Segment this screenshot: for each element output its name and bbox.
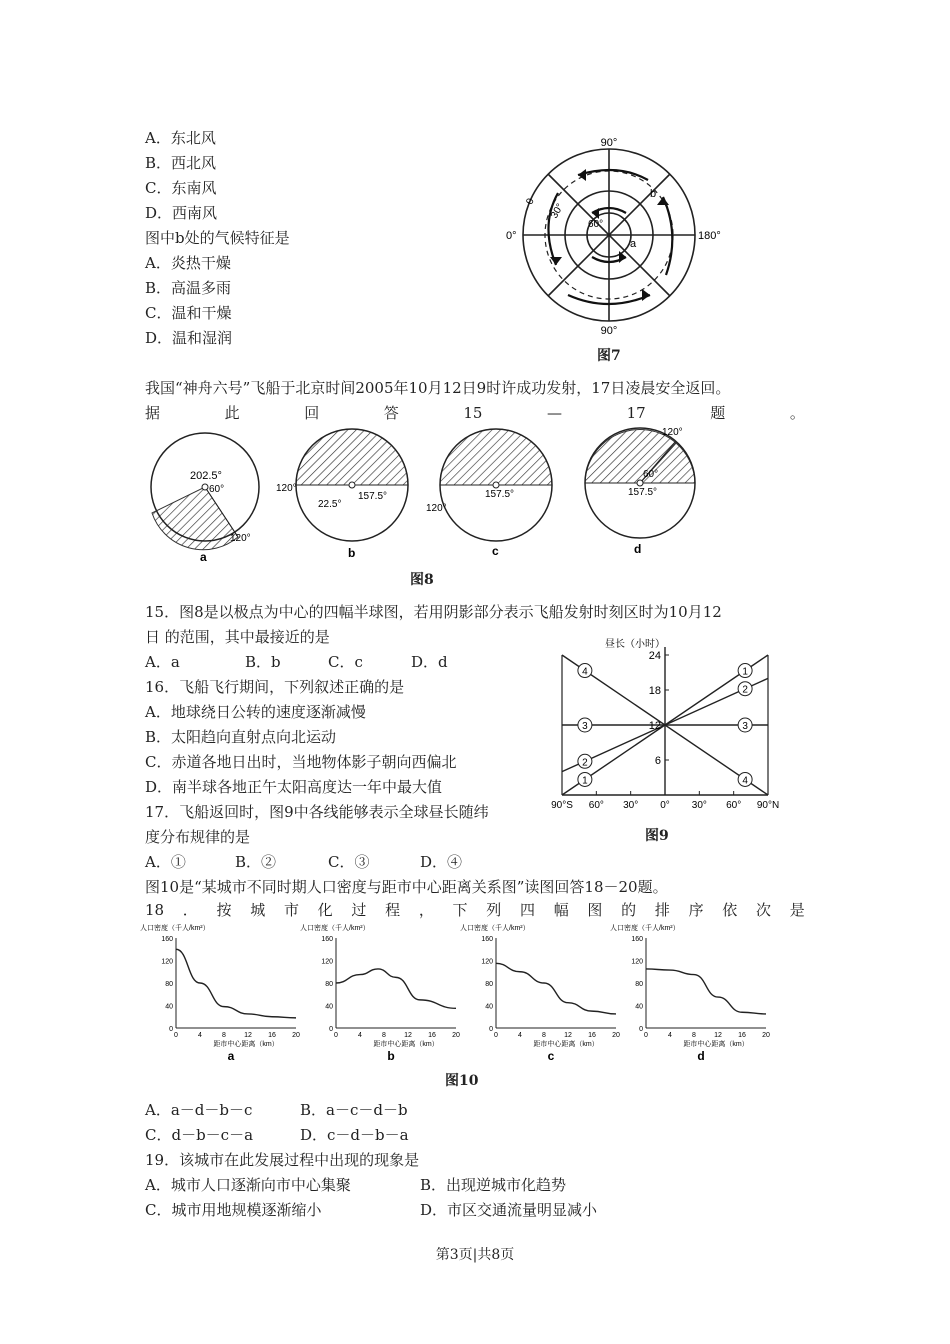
- q18-word: 列: [486, 901, 502, 919]
- q18-word: 的: [621, 901, 637, 919]
- climate-question-stem: 图中b处的气候特征是: [145, 229, 290, 247]
- fig10-ytick: 0: [169, 1026, 173, 1033]
- fig9-ytick-18: 18: [648, 685, 661, 697]
- fig8-caption: 图8: [410, 572, 434, 588]
- fig9-xtick: 0°: [660, 800, 670, 810]
- figure-10: [140, 922, 790, 1062]
- q18-word: 化: [317, 901, 333, 919]
- fig10-xtick: 16: [738, 1032, 746, 1039]
- fig10-xtick: 16: [268, 1032, 276, 1039]
- fig10-curve: [496, 963, 616, 1014]
- q18-word: 按: [216, 901, 232, 919]
- intro-word: 15: [463, 404, 483, 422]
- figure-9-chart: [540, 635, 800, 810]
- fig10-xtick: 12: [564, 1032, 572, 1039]
- wind-option-b: B．西北风: [145, 154, 217, 172]
- q15-option-b: B．b: [245, 653, 281, 671]
- q17-option-a: A．①: [145, 853, 186, 871]
- fig10-ylabel: 人口密度（千人/km²）: [460, 925, 530, 932]
- fig9-xtick: 60°: [726, 800, 742, 810]
- fig8-a-angle-1: 202.5°: [190, 470, 222, 482]
- fig10-ylabel: 人口密度（千人/km²）: [610, 925, 680, 932]
- fig7-label-60: 60°: [588, 219, 604, 230]
- q18-word: 市: [283, 901, 299, 919]
- q17-option-c: C．③: [328, 853, 370, 871]
- fig7-label-30: 30°: [549, 201, 567, 221]
- fig8-label-d: d: [634, 542, 642, 556]
- fig7-label-0-inner: 0: [524, 197, 537, 207]
- q18-word: 序: [688, 901, 704, 919]
- fig10-xtick: 8: [222, 1032, 226, 1039]
- q18-word: 过: [351, 901, 367, 919]
- fig10-xtick: 12: [244, 1032, 252, 1039]
- fig9-ytick-24: 24: [648, 650, 661, 662]
- fig10-ytick: 40: [485, 1003, 493, 1011]
- fig8-a-angle-2: 60°: [209, 484, 225, 495]
- q16-option-c: C．赤道各地日出时，当地物体影子朝向西偏北: [145, 753, 457, 771]
- fig8-c-angle-1: 157.5°: [485, 489, 515, 500]
- intro-word: —: [547, 404, 563, 422]
- fig8-label-c: c: [492, 544, 499, 558]
- fig10-ytick: 0: [639, 1026, 643, 1033]
- q19-option-b: B．出现逆城市化趋势: [420, 1176, 567, 1194]
- fig9-xtick: 30°: [691, 800, 707, 810]
- fig9-caption: 图9: [645, 828, 669, 844]
- fig10-xtick: 20: [762, 1032, 770, 1039]
- fig10-label: b: [387, 1049, 395, 1062]
- q16-option-b: B．太阳趋向直射点向北运动: [145, 728, 337, 746]
- fig9-xtick: 90°S: [551, 800, 573, 810]
- fig10-xlabel: 距市中心距离（km）: [213, 1041, 279, 1048]
- fig9-ytick-6: 6: [654, 755, 661, 767]
- q18-word: 排: [654, 901, 670, 919]
- q18-word: 程: [385, 901, 401, 919]
- fig10-xtick: 4: [668, 1032, 672, 1039]
- fig10-xlabel: 距市中心距离（km）: [533, 1041, 599, 1048]
- intro-15-17-line2: [145, 403, 805, 423]
- fig10-xtick: 8: [692, 1032, 696, 1039]
- fig10-xtick: 0: [494, 1032, 498, 1039]
- q18-word: 依: [722, 901, 738, 919]
- fig10-panel-b: [300, 923, 460, 1062]
- climate-option-a: A．炎热干燥: [145, 254, 231, 272]
- q18-word: 四: [519, 901, 535, 919]
- figure-7: [498, 135, 728, 340]
- fig9-series-label: 3: [742, 721, 748, 732]
- intro-word: 此: [224, 404, 240, 422]
- fig10-panel-a: [140, 923, 300, 1062]
- q18-option-a: A．a－d－b－c: [145, 1101, 253, 1119]
- fig9-ytick-12: 12: [648, 720, 661, 732]
- fig8-label-b: b: [348, 546, 356, 560]
- fig8-panel-a: [151, 433, 259, 564]
- page-footer: 第3页|共8页: [435, 1247, 515, 1263]
- fig7-caption: 图7: [597, 348, 621, 364]
- fig10-xlabel: 距市中心距离（km）: [373, 1041, 439, 1048]
- fig8-b-angle-1: 120°: [276, 483, 297, 494]
- q15-line1: 15．图8是以极点为中心的四幅半球图，若用阴影部分表示飞船发射时刻区时为10月12: [145, 603, 722, 621]
- intro-word: 回: [304, 404, 320, 422]
- fig10-curve: [176, 949, 296, 1018]
- wind-option-c: C．东南风: [145, 179, 217, 197]
- q18-word: 下: [452, 901, 468, 919]
- fig7-label-b: b: [650, 188, 657, 200]
- q19-option-a: A．城市人口逐渐向市中心集聚: [145, 1176, 351, 1194]
- fig9-series-label: 2: [582, 757, 588, 769]
- fig9-xtick: 90°N: [756, 800, 780, 810]
- fig8-b-angle-2: 157.5°: [358, 491, 388, 502]
- q18-word: ，: [418, 901, 434, 919]
- q19-stem: 19．该城市在此发展过程中出现的现象是: [145, 1151, 420, 1169]
- q19-option-c: C．城市用地规模逐渐缩小: [145, 1201, 322, 1219]
- fig10-caption: 图10: [445, 1073, 479, 1089]
- fig9-series-label: 1: [742, 666, 748, 678]
- fig10-xtick: 0: [644, 1032, 648, 1039]
- fig8-b-angle-3: 22.5°: [318, 499, 342, 510]
- fig10-ytick: 40: [635, 1003, 643, 1011]
- fig10-xtick: 20: [612, 1032, 620, 1039]
- fig8-label-a: a: [200, 550, 207, 564]
- fig10-ytick: 160: [321, 936, 333, 943]
- q15-option-d: D．d: [411, 653, 448, 671]
- fig8-d-angle-3: 157.5°: [628, 487, 658, 498]
- q18-option-d: D．c－d－b－a: [300, 1126, 409, 1144]
- fig10-curve: [336, 969, 456, 1008]
- fig10-ytick: 80: [165, 981, 173, 988]
- fig10-ylabel: 人口密度（千人/km²）: [140, 925, 210, 932]
- q18-word: 是: [789, 901, 805, 919]
- fig10-xtick: 4: [518, 1032, 522, 1039]
- q18-word: 图: [587, 901, 603, 919]
- intro-word: 据: [145, 404, 161, 422]
- climate-option-c: C．温和干燥: [145, 304, 232, 322]
- q17-option-b: B．②: [235, 853, 277, 871]
- q19-option-d: D．市区交通流量明显减小: [420, 1201, 598, 1219]
- fig10-xtick: 16: [428, 1032, 436, 1039]
- fig10-label: a: [227, 1049, 235, 1062]
- q15-option-c: C．c: [328, 653, 363, 671]
- intro-word: 答: [383, 404, 399, 422]
- q18-word: 18: [145, 901, 165, 919]
- fig7-label-0: 0°: [506, 230, 517, 242]
- fig10-xtick: 4: [358, 1032, 362, 1039]
- fig10-xtick: 8: [382, 1032, 386, 1039]
- climate-option-b: B．高温多雨: [145, 279, 232, 297]
- q16-option-a: A．地球绕日公转的速度逐渐减慢: [145, 703, 366, 721]
- q18-word: 次: [756, 901, 772, 919]
- fig10-xtick: 16: [588, 1032, 596, 1039]
- fig10-xtick: 12: [714, 1032, 722, 1039]
- fig10-ytick: 0: [489, 1026, 493, 1033]
- fig10-xtick: 4: [198, 1032, 202, 1039]
- fig10-xtick: 8: [542, 1032, 546, 1039]
- intro-word: 17: [626, 404, 646, 422]
- figure-8: [140, 425, 820, 570]
- fig9-xtick: 30°: [623, 800, 639, 810]
- fig8-d-angle-1: 120°: [662, 427, 683, 438]
- fig10-label: c: [547, 1049, 555, 1062]
- fig10-ytick: 120: [481, 958, 493, 966]
- intro-18-20: 图10是“某城市不同时期人口密度与距市中心距离关系图”读图回答18－20题。: [145, 878, 668, 896]
- intro-word: 题: [710, 404, 726, 422]
- wind-option-d: D．西南风: [145, 204, 218, 222]
- fig10-ytick: 160: [631, 936, 643, 943]
- fig10-xlabel: 距市中心距离（km）: [683, 1041, 749, 1048]
- fig10-curve: [646, 969, 766, 1014]
- fig10-xtick: 0: [174, 1032, 178, 1039]
- q18-option-c: C．d－b－c－a: [145, 1126, 254, 1144]
- fig8-a-angle-3: 120°: [230, 533, 251, 544]
- fig10-ytick: 40: [325, 1003, 333, 1011]
- fig8-panel-d: [585, 427, 695, 556]
- fig10-ytick: 80: [485, 981, 493, 988]
- fig9-ylabel: 昼长（小时）: [605, 639, 665, 650]
- climate-option-d: D．温和湿润: [145, 329, 233, 347]
- fig10-ytick: 120: [161, 958, 173, 966]
- q18-option-b: B．a－c－d－b: [300, 1101, 408, 1119]
- fig7-label-90-top: 90°: [600, 137, 618, 149]
- fig9-xtick: 60°: [588, 800, 604, 810]
- q17-line2: 度分布规律的是: [145, 828, 251, 846]
- fig10-xtick: 20: [292, 1032, 300, 1039]
- q17-option-d: D．④: [420, 853, 463, 871]
- q18-stem: [145, 900, 805, 920]
- fig10-panel-c: [460, 923, 620, 1062]
- fig7-label-180: 180°: [698, 230, 721, 242]
- fig10-ytick: 120: [321, 958, 333, 966]
- fig7-label-90-bottom: 90°: [600, 325, 618, 337]
- fig10-ytick: 80: [635, 981, 643, 988]
- q18-word: ．: [182, 901, 198, 919]
- fig10-label: d: [697, 1049, 705, 1062]
- fig10-xtick: 0: [334, 1032, 338, 1039]
- fig9-series-label: 2: [742, 684, 748, 696]
- fig9-series-label: 3: [582, 721, 588, 732]
- fig10-ylabel: 人口密度（千人/km²）: [300, 925, 370, 932]
- fig8-panel-b: [276, 429, 408, 560]
- fig8-c-angle-2: 120°: [426, 503, 447, 514]
- fig10-ytick: 40: [165, 1003, 173, 1011]
- fig8-d-angle-2: 60°: [643, 469, 659, 480]
- q16-stem: 16．飞船飞行期间，下列叙述正确的是: [145, 678, 405, 696]
- q17-line1: 17．飞船返回时，图9中各线能够表示全球昼长随纬: [145, 803, 489, 821]
- fig10-xtick: 20: [452, 1032, 460, 1039]
- q16-option-d: D．南半球各地正午太阳高度达一年中最大值: [145, 778, 443, 796]
- q18-word: 幅: [553, 901, 569, 919]
- wind-option-a: A．东北风: [145, 129, 216, 147]
- fig9-series-label: 4: [582, 666, 588, 678]
- fig7-label-a: a: [630, 238, 637, 250]
- fig10-ytick: 160: [481, 936, 493, 943]
- fig9-series-label: 4: [742, 775, 748, 787]
- fig10-ytick: 0: [329, 1026, 333, 1033]
- q15-option-a: A．a: [145, 653, 180, 671]
- intro-15-17-line1: 我国“神舟六号”飞船于北京时间2005年10月12日9时许成功发射，17日凌晨安全返回。: [145, 379, 731, 397]
- fig10-xtick: 12: [404, 1032, 412, 1039]
- fig8-panel-c: [426, 429, 552, 558]
- intro-word: 。: [789, 404, 805, 422]
- fig10-ytick: 160: [161, 936, 173, 943]
- q15-line2: 日 的范围，其中最接近的是: [145, 628, 330, 646]
- fig10-ytick: 120: [631, 958, 643, 966]
- fig10-panel-d: [610, 923, 770, 1062]
- q18-word: 城: [250, 901, 266, 919]
- fig10-ytick: 80: [325, 981, 333, 988]
- fig9-series-label: 1: [582, 775, 588, 787]
